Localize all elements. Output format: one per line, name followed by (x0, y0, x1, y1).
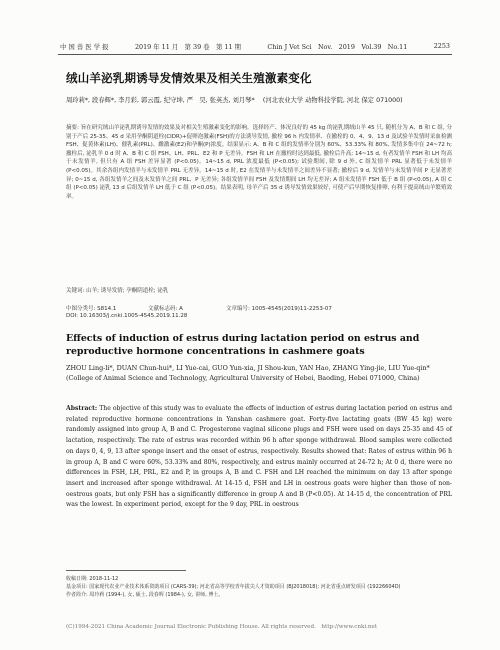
footnote-rule (66, 570, 186, 571)
article-number: 文章编号: 1005-4545(2019)11-2253-07 (226, 306, 332, 312)
doi: DOI: 10.16303/j.cnki.1005-4545.2019.11.28 (66, 313, 188, 319)
footnotes (66, 575, 452, 600)
chinese-abstract: 摘要: 旨在研究绒山羊泌乳期诱导发情的效果及对相关生殖激素变化的影响。选择经产、体况良好的 45 kg 的泌乳期绒山羊 45 只, 随机分为 A、B 和 C 组, 分别于产后 25-35、45 d 采用孕酮阴道栓(CIDR)+促卵泡激素(FSH)的方法诱导发情, 撤栓 96 h 内发情率、在撤栓的 0、4、9、13 d 及试验羊发情时采血检测 FSH、促黄体素(LH)、催乳素(PRL)、雌激素(E2)和孕酮(P)浓度。结果显示: A、B 和 C 组的发情率分别为 60%、53.33% 和 80%, 发情多集中在 24~72 h; 撤栓后, 泌乳羊 0 d 时 A、B 和 C 组 FSH、LH、PRL、E2 和 P 无差异。FSH 和 LH 在撤栓时达到最低, 撤栓后升高; 14~15 d, 有者发情羊 FSH 和 LH 均高于未发情羊, 但只有 A 组 FSH 差异显著 (P<0.05)。14~15 d, PRL 浓度最低 (P<0.05); 试验期间, 除 9 d 外, C 组发情羊 PRL 显著低于未发情羊 (P<0.05)。其余各组内发情羊与未发情羊 PRL 无差异。14~15 d 时, E2 在发情羊与未发情羊之间差异不显著; 撤栓后 9 d, 发情羊与未发情羊间 P 无显著差异; 0~15 d, 各组发情羊之间及未发情羊之间 PRL、P 无差异; 各组发情羊间 FSH 及发情期间 LH 均无差异; A 组未发情羊 FSH 低于 B 组 (P<0.05), A 组 C 组 (P<0.05) 泌乳 13 d 后组发情羊 LH 低于 C 组 (P<0.05)。结果表明, 母羊产后 35 d 诱导发情效果较好, 可使产后早期恢复排卵, 有利于提高绒山羊繁殖效率。 (66, 125, 452, 200)
abstract-label: Abstract: (66, 405, 98, 412)
funding-note: 基金项目: 国家现代农业产业技术体系资助项目 (CARS-39); 河北省高等学校青年拔尖人才资助项目 (BJ2018018); 河北省重点研发项目 (19226604D) (66, 584, 401, 591)
issue-info-zh: 2019 年 11 月 第 39 卷 第 11 期 (134, 42, 241, 51)
received-date: 收稿日期: 2018-11-12 (66, 576, 119, 582)
english-authors: ZHOU Ling-li*, DUAN Chun-hui*, LI Yue-cai, GUO Yun-xia, JI Shou-kun, YAN Hao, ZHANG Ying-jie, LIU Yue-qin* (College of Animal Science and Technology, Agricultural University of Hebei, Baoding, Hebei 071000, China) (66, 364, 437, 382)
english-abstract (66, 404, 452, 511)
abstract-text: The objective of this study was to evaluate the effects of induction of estrus during lactation period on estrus and related reproductive hormone concentrations in Yanshan cashmere goat. Forty-five lactating goats (BW 45 kg) were randomly assigned into group A, B and C. Progesterone vaginal silicone plugs and FSH were used on days 25-35 and 45 of lactation, respectively. The rate of estrus was recorded within 96 h after sponge withdrawal. Blood samples were collected on days 0, 4, 9, 13 after sponge insert and the onset of estrus, respectively. Results showed that: Rates of estrus within 96 h in group A, B and C were 60%, 53.33% and 80%, respectively, and estrus mainly occurred at 24-72 h; At 0 d, there were no differences in FSH, LH, PRL, E2 and P, in groups A, B and C. FSH and LH reached the minimum on day 13 after sponge insert and increased after sponge withdrawal. At 14-15 d, FSH and LH in oestrous goats were higher than those of non-oestrous goats, but only FSH has a significantly difference in group A and B (P<0.05). At 14-15 d, the concentration of PRL was the lowest. In experiment period, except for the 9 day, PRL in oestrous (66, 405, 452, 509)
running-header (60, 40, 450, 52)
chinese-authors: 周玲莉*, 段春辉*, 李月彩, 郭云霞, 纪守坤, 严 昊, 张英杰, 刘月琴* (河北农业大学 动物科技学院, 河北 保定 071000) (66, 97, 403, 104)
author-note: 作者简介: 周玲莉 (1994-), 女, 硕士, 段春辉 (1984-), 女, 讲师, 博士。 (66, 592, 224, 599)
chinese-keywords: 关键词: 山羊; 诱导发情; 孕酮阴道栓; 泌乳 (66, 288, 169, 294)
copyright-watermark: (C)1994-2021 China Academic Journal Electronic Publishing House. All rights reserved. http://www.cnki.net (66, 624, 378, 630)
english-title: Effects of induction of estrus during lactation period on estrus and reproductive hormone concentrations in cashmere goats (66, 333, 420, 357)
page-number: 2253 (433, 42, 450, 50)
clc-number: 中图分类号: S814.1 (66, 306, 117, 312)
journal-name-en: Chin J Vet Sci Nov. 2019 Vol.39 No.11 (267, 42, 408, 51)
document-code: 文献标志码: A (148, 306, 183, 312)
header-rule (58, 54, 452, 55)
journal-name-zh: 中 国 兽 医 学 报 (60, 42, 109, 51)
chinese-title: 绒山羊泌乳期诱导发情效果及相关生殖激素变化 (66, 71, 312, 85)
